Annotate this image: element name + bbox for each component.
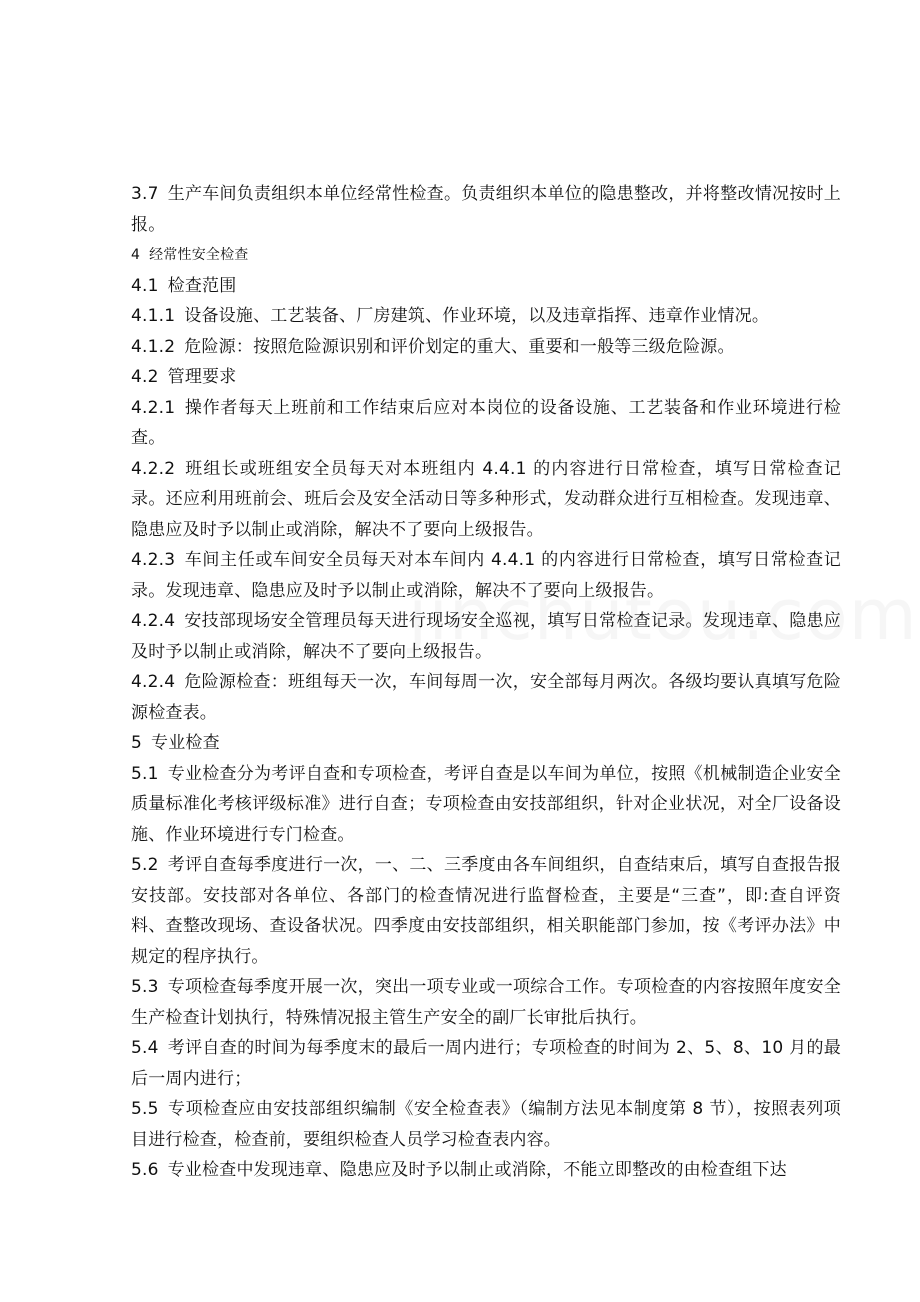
paragraph-text: 设备设施、工艺装备、厂房建筑、作业环境，以及违章指挥、违章作业情况。 xyxy=(184,306,770,326)
paragraph-3-7 xyxy=(131,179,841,240)
paragraph-text: 操作者每天上班前和工作结束后应对本岗位的设备设施、工艺装备和作业环境进行检查。 xyxy=(131,397,841,448)
section-number: 4.2.4 xyxy=(131,672,176,692)
section-heading-5 xyxy=(131,728,841,759)
section-number: 5 xyxy=(131,733,143,753)
heading-text: 专业检查 xyxy=(151,733,220,753)
paragraph-4-2-4-a xyxy=(131,606,841,667)
heading-text: 检查范围 xyxy=(167,275,237,296)
paragraph-5-6 xyxy=(131,1155,841,1186)
heading-text: 经常性安全检查 xyxy=(149,247,249,263)
section-number: 5.4 xyxy=(131,1038,159,1058)
heading-text: 管理要求 xyxy=(167,367,237,387)
paragraph-4-2-4-b xyxy=(131,667,841,728)
section-number: 4 xyxy=(131,247,141,263)
paragraph-5-4 xyxy=(131,1033,841,1094)
paragraph-text: 考评自查每季度进行一次，一、二、三季度由各车间组织，自查结束后，填写自查报告报安技部。安技部对各单位、各部门的检查情况进行监督检查，主要是“三查”，即:查自评资料、查整改现场、查设备状况。四季度由安技部组织，相关职能部门参加，按《考评办法》中规定的程序执行。 xyxy=(131,855,841,967)
paragraph-text: 危险源：按照危险源识别和评价划定的重大、重要和一般等三级危险源。 xyxy=(184,336,735,357)
section-number: 5.1 xyxy=(131,763,159,784)
paragraph-4-2-3 xyxy=(131,545,841,606)
paragraph-text: 专项检查应由安技部组织编制《安全检查表》（编制方法见本制度第 8 节），按照表列项目进行检查，检查前，要组织检查人员学习检查表内容。 xyxy=(131,1099,841,1150)
paragraph-text: 班组长或班组安全员每天对本班组内 4.4.1 的内容进行日常检查，填写日常检查记录。还应利用班前会、班后会及安全活动日等多种形式，发动群众进行互相检查。发现违章、隐患应及时予以制止或消除，解决不了要向上级报告。 xyxy=(131,458,841,540)
paragraph-text: 生产车间负责组织本单位经常性检查。负责组织本单位的隐患整改，并将整改情况按时上报。 xyxy=(131,184,841,235)
paragraph-5-5 xyxy=(131,1094,841,1155)
paragraph-text: 考评自查的时间为每季度末的最后一周内进行；专项检查的时间为 2、5、8、10 月的最后一周内进行； xyxy=(131,1038,841,1089)
paragraph-text: 安技部现场安全管理员每天进行现场安全巡视，填写日常检查记录。发现违章、隐患应及时予以制止或消除，解决不了要向上级报告。 xyxy=(131,611,841,662)
paragraph-5-1 xyxy=(131,759,841,851)
section-number: 4.2.4 xyxy=(131,611,176,631)
section-number: 4.2 xyxy=(131,367,159,387)
section-heading-4 xyxy=(131,240,841,271)
section-number: 5.3 xyxy=(131,977,159,997)
section-number: 4.2.1 xyxy=(131,397,176,418)
section-number: 5.6 xyxy=(131,1160,159,1180)
section-number: 4.2.2 xyxy=(131,458,176,479)
section-number: 5.5 xyxy=(131,1099,159,1119)
paragraph-4-1-1 xyxy=(131,301,841,332)
paragraph-text: 危险源检查：班组每天一次，车间每周一次，安全部每月两次。各级均要认真填写危险源检查表。 xyxy=(131,672,841,723)
document-body xyxy=(131,179,841,1186)
paragraph-text: 专业检查中发现违章、隐患应及时予以制止或消除，不能立即整改的由检查组下达 xyxy=(167,1160,787,1180)
section-number: 4.1 xyxy=(131,275,159,296)
paragraph-text: 专项检查每季度开展一次，突出一项专业或一项综合工作。专项检查的内容按照年度安全生产检查计划执行，特殊情况报主管生产安全的副厂长审批后执行。 xyxy=(131,977,841,1028)
paragraph-5-3 xyxy=(131,972,841,1033)
section-number: 4.1.2 xyxy=(131,336,176,357)
paragraph-text: 车间主任或车间安全员每天对本车间内 4.4.1 的内容进行日常检查，填写日常检查记录。发现违章、隐患应及时予以制止或消除，解决不了要向上级报告。 xyxy=(131,550,841,601)
section-number: 5.2 xyxy=(131,855,159,875)
section-number: 4.2.3 xyxy=(131,550,176,570)
paragraph-4-1-2 xyxy=(131,332,841,363)
section-number: 4.1.1 xyxy=(131,306,176,326)
paragraph-4-2-1 xyxy=(131,393,841,454)
paragraph-4-2-2 xyxy=(131,454,841,546)
subheading-4-2 xyxy=(131,362,841,393)
paragraph-5-2 xyxy=(131,850,841,972)
subheading-4-1 xyxy=(131,271,841,302)
section-number: 3.7 xyxy=(131,184,159,204)
paragraph-text: 专业检查分为考评自查和专项检查，考评自查是以车间为单位，按照《机械制造企业安全质量标准化考核评级标准》进行自查；专项检查由安技部组织，针对企业状况，对全厂设备设施、作业环境进行专门检查。 xyxy=(131,763,841,845)
